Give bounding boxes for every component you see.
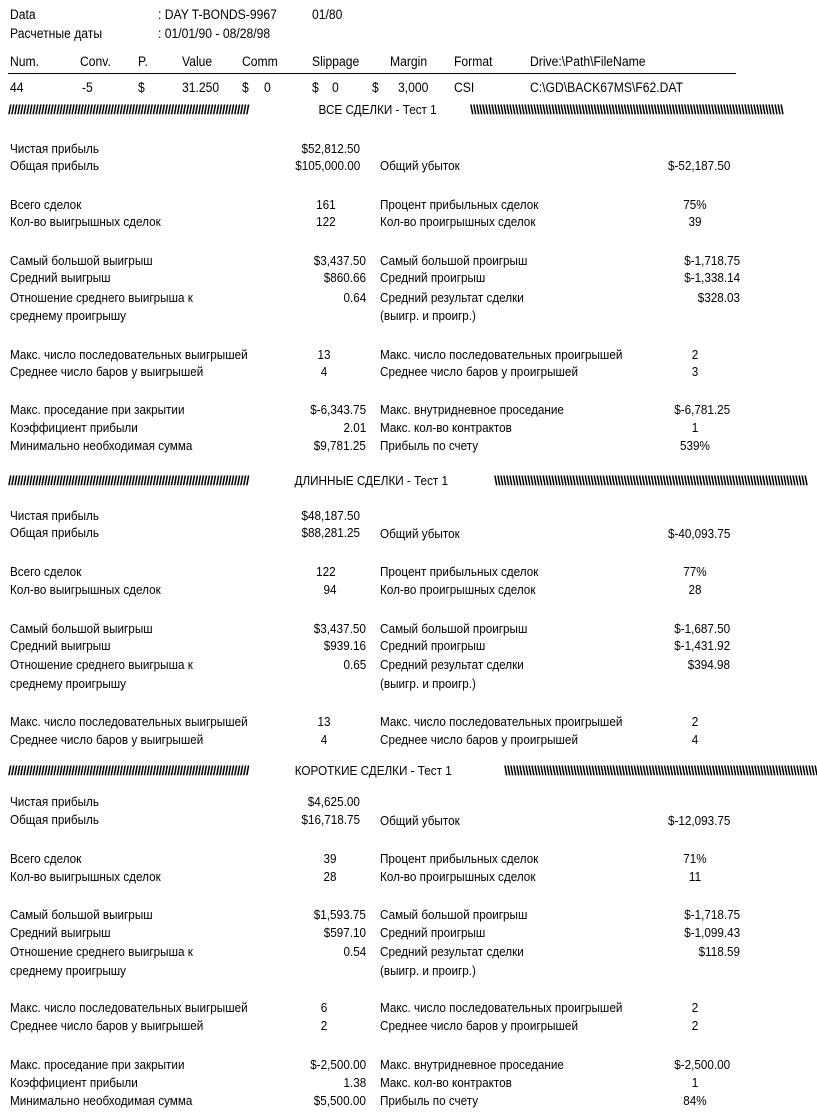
max-dd-close-label: Макс. проседание при закрытии [10, 402, 185, 417]
total-trades-value: 161 [316, 197, 336, 212]
col-path: Drive:\Path\FileName [530, 54, 646, 69]
avg-bars-win-label: Среднее число баров у выигрышей [10, 364, 204, 379]
section-banner-short: //////////////////////////////////////////////////////////////////////////////// КОРОТКИЕ СДЕЛКИ - Тест 1 \\\\\\\\\\\\\\\\\\\\\\\\\\\\\\\\\\\\\\\\\\\\\\\\\\\\\\\\\\\\\\\\\\\\\\\\\\\\\\\\\\\\\\\\\\\\\\\\\\\\\\\\ [8, 763, 817, 778]
max-consec-loss-value: 2 [691, 714, 699, 729]
losing-label: Кол-во проигрышных сделок [380, 214, 536, 229]
net-label: Чистая прибыль [10, 508, 99, 523]
col-p: P. [138, 54, 148, 69]
avg-bars-loss-label: Среднее число баров у проигрышей [380, 1018, 578, 1033]
section-title-long: ДЛИННЫЕ СДЕЛКИ - Тест 1 [294, 473, 449, 488]
val-slippage: 0 [332, 80, 339, 95]
avg-trade-label-1: Средний результат сделки [380, 657, 524, 672]
avg-bars-loss-value: 4 [691, 732, 699, 747]
max-consec-win-value: 13 [317, 347, 331, 362]
avg-bars-win-value: 4 [320, 364, 328, 379]
net-value: $52,812.50 [301, 141, 360, 156]
col-slippage: Slippage [312, 54, 360, 69]
avg-bars-win-label: Среднее число баров у выигрышей [10, 1018, 204, 1033]
max-dd-intraday-value: $-6,781.25 [674, 402, 730, 417]
min-account-value: $9,781.25 [313, 438, 366, 453]
avg-trade-value: $394.98 [687, 657, 730, 672]
ratio-label-2: среднему проигрышу [10, 676, 126, 691]
val-comm: 0 [264, 80, 271, 95]
section-title-all: ВСЕ СДЕЛКИ - Тест 1 [318, 102, 437, 117]
winning-label: Кол-во выигрышных сделок [10, 214, 161, 229]
val-comm-sign: $ [242, 80, 249, 95]
val-path: C:\GD\BACK67MS\F62.DAT [530, 80, 684, 95]
avg-win-label: Средний выигрыш [10, 925, 111, 940]
max-dd-intraday-value: $-2,500.00 [674, 1057, 730, 1072]
col-comm: Comm [242, 54, 278, 69]
header-rule [8, 73, 736, 74]
net-value: $48,187.50 [301, 508, 360, 523]
ratio-label-1: Отношение среднего выигрыша к [10, 290, 193, 305]
val-conv: -5 [82, 80, 93, 95]
return-value: 84% [683, 1093, 707, 1108]
max-consec-loss-label: Макс. число последовательных проигрышей [380, 347, 623, 362]
avg-loss-label: Средний проигрыш [380, 638, 486, 653]
max-dd-close-value: $-6,343.75 [310, 402, 366, 417]
avg-trade-label-1: Средний результат сделки [380, 290, 524, 305]
min-account-label: Минимально необходимая сумма [10, 438, 193, 453]
profit-factor-label: Коэффициент прибыли [10, 1075, 138, 1090]
total-trades-label: Всего сделок [10, 851, 82, 866]
profit-factor-value: 1.38 [343, 1075, 366, 1090]
max-contracts-label: Макс. кол-во контрактов [380, 420, 512, 435]
section-title-short: КОРОТКИЕ СДЕЛКИ - Тест 1 [294, 763, 452, 778]
winning-label: Кол-во выигрышных сделок [10, 869, 161, 884]
gross-profit-value: $105,000.00 [294, 158, 360, 173]
losing-value: 11 [688, 869, 702, 884]
col-num: Num. [10, 54, 40, 69]
avg-bars-win-label: Среднее число баров у выигрышей [10, 732, 204, 747]
max-contracts-label: Макс. кол-во контрактов [380, 1075, 512, 1090]
col-margin: Margin [390, 54, 428, 69]
avg-bars-loss-value: 2 [691, 1018, 699, 1033]
net-label: Чистая прибыль [10, 794, 99, 809]
pct-profitable-value: 75% [683, 197, 707, 212]
profit-factor-value: 2.01 [343, 420, 366, 435]
val-p: $ [138, 80, 145, 95]
winning-label: Кол-во выигрышных сделок [10, 582, 161, 597]
return-label: Прибыль по счету [380, 1093, 479, 1108]
max-dd-close-label: Макс. проседание при закрытии [10, 1057, 185, 1072]
gross-loss-value: $-40,093.75 [667, 526, 730, 541]
avg-trade-value: $118.59 [698, 944, 740, 959]
total-trades-label: Всего сделок [10, 564, 82, 579]
val-margin-sign: $ [372, 80, 379, 95]
profit-factor-label: Коэффициент прибыли [10, 420, 138, 435]
ratio-value: 0.64 [343, 290, 366, 305]
total-trades-value: 39 [322, 851, 336, 866]
max-dd-close-value: $-2,500.00 [310, 1057, 366, 1072]
pct-profitable-value: 71% [683, 851, 707, 866]
largest-loss-label: Самый большой проигрыш [380, 253, 528, 268]
data-label: Data [10, 7, 36, 22]
net-value: $4,625.00 [307, 794, 360, 809]
max-consec-win-label: Макс. число последовательных выигрышей [10, 1000, 248, 1015]
max-consec-loss-value: 2 [691, 1000, 699, 1015]
avg-bars-win-value: 2 [320, 1018, 328, 1033]
val-margin: 3,000 [398, 80, 429, 95]
max-dd-intraday-label: Макс. внутридневное проседание [380, 1057, 564, 1072]
avg-trade-label-2: (выигр. и проигр.) [380, 963, 476, 978]
ratio-value: 0.65 [343, 657, 366, 672]
avg-win-value: $860.66 [323, 270, 366, 285]
col-value: Value [182, 54, 213, 69]
pct-profitable-label: Процент прибыльных сделок [380, 197, 539, 212]
max-consec-win-label: Макс. число последовательных выигрышей [10, 714, 248, 729]
losing-label: Кол-во проигрышных сделок [380, 869, 536, 884]
winning-value: 94 [322, 582, 336, 597]
section-banner-all: //////////////////////////////////////////////////////////////////////////////// ВСЕ СДЕЛКИ - Тест 1 \\\\\\\\\\\\\\\\\\\\\\\\\\\\\\\\\\\\\\\\\\\\\\\\\\\\\\\\\\\\\\\\\\\\\\\\\\\\\\\\\\\\\\\\\\\\\\\\\\\\\\\\ [8, 102, 784, 117]
val-value: 31.250 [182, 80, 220, 95]
max-dd-intraday-label: Макс. внутридневное проседание [380, 402, 564, 417]
col-conv: Conv. [80, 54, 111, 69]
avg-bars-loss-label: Среднее число баров у проигрышей [380, 364, 578, 379]
val-num: 44 [10, 80, 24, 95]
max-consec-loss-label: Макс. число последовательных проигрышей [380, 714, 623, 729]
return-label: Прибыль по счету [380, 438, 479, 453]
data-value: : DAY T-BONDS-9967 [158, 7, 277, 22]
losing-label: Кол-во проигрышных сделок [380, 582, 536, 597]
avg-loss-label: Средний проигрыш [380, 925, 486, 940]
largest-loss-value: $-1,687.50 [674, 621, 730, 636]
avg-trade-value: $328.03 [697, 290, 740, 305]
largest-loss-value: $-1,718.75 [684, 253, 740, 268]
val-format: CSI [454, 80, 475, 95]
max-consec-win-label: Макс. число последовательных выигрышей [10, 347, 248, 362]
val-slippage-sign: $ [312, 80, 319, 95]
avg-bars-loss-value: 3 [691, 364, 699, 379]
ratio-label-2: среднему проигрышу [10, 963, 126, 978]
avg-bars-win-value: 4 [320, 732, 328, 747]
avg-trade-label-2: (выигр. и проигр.) [380, 308, 476, 323]
gross-loss-value: $-12,093.75 [667, 813, 730, 828]
avg-win-value: $597.10 [323, 925, 366, 940]
col-format: Format [454, 54, 493, 69]
winning-value: 28 [322, 869, 336, 884]
avg-loss-value: $-1,338.14 [684, 270, 740, 285]
dates-value: : 01/01/90 - 08/28/98 [158, 26, 271, 41]
gross-loss-label: Общий убыток [380, 526, 460, 541]
largest-win-label: Самый большой выигрыш [10, 907, 153, 922]
largest-loss-label: Самый большой проигрыш [380, 621, 528, 636]
avg-loss-value: $-1,099.43 [684, 925, 740, 940]
avg-loss-label: Средний проигрыш [380, 270, 486, 285]
section-banner-long: //////////////////////////////////////////////////////////////////////////////// ДЛИННЫЕ СДЕЛКИ - Тест 1 \\\\\\\\\\\\\\\\\\\\\\\\\\\\\\\\\\\\\\\\\\\\\\\\\\\\\\\\\\\\\\\\\\\\\\\\\\\\\\\\\\\\\\\\\\\\\\\\\\\\\\\\ [8, 473, 808, 488]
gross-profit-value: $88,281.25 [301, 525, 360, 540]
largest-win-label: Самый большой выигрыш [10, 253, 153, 268]
losing-value: 28 [688, 582, 702, 597]
avg-win-label: Средний выигрыш [10, 638, 111, 653]
ratio-label-1: Отношение среднего выигрыша к [10, 657, 193, 672]
max-contracts-value: 1 [691, 420, 699, 435]
avg-trade-label-2: (выигр. и проигр.) [380, 676, 476, 691]
largest-win-value: $3,437.50 [313, 253, 366, 268]
largest-win-label: Самый большой выигрыш [10, 621, 153, 636]
ratio-label-2: среднему проигрышу [10, 308, 126, 323]
avg-win-label: Средний выигрыш [10, 270, 111, 285]
ratio-label-1: Отношение среднего выигрыша к [10, 944, 193, 959]
gross-profit-value: $16,718.75 [301, 812, 360, 827]
avg-bars-loss-label: Среднее число баров у проигрышей [380, 732, 578, 747]
losing-value: 39 [688, 214, 702, 229]
max-consec-loss-label: Макс. число последовательных проигрышей [380, 1000, 623, 1015]
pct-profitable-label: Процент прибыльных сделок [380, 564, 539, 579]
net-label: Чистая прибыль [10, 141, 99, 156]
gross-loss-label: Общий убыток [380, 158, 460, 173]
gross-profit-label: Общая прибыль [10, 158, 99, 173]
min-account-value: $5,500.00 [313, 1093, 366, 1108]
max-consec-win-value: 13 [317, 714, 331, 729]
total-trades-value: 122 [316, 564, 336, 579]
gross-profit-label: Общая прибыль [10, 812, 99, 827]
dates-label: Расчетные даты [10, 26, 103, 41]
max-consec-loss-value: 2 [691, 347, 699, 362]
return-value: 539% [680, 438, 710, 453]
largest-loss-label: Самый большой проигрыш [380, 907, 528, 922]
ratio-value: 0.54 [343, 944, 366, 959]
total-trades-label: Всего сделок [10, 197, 82, 212]
largest-win-value: $3,437.50 [313, 621, 366, 636]
gross-profit-label: Общая прибыль [10, 525, 99, 540]
avg-trade-label-1: Средний результат сделки [380, 944, 524, 959]
pct-profitable-value: 77% [683, 564, 707, 579]
max-contracts-value: 1 [691, 1075, 699, 1090]
avg-win-value: $939.16 [323, 638, 366, 653]
pct-profitable-label: Процент прибыльных сделок [380, 851, 539, 866]
gross-loss-value: $-52,187.50 [667, 158, 730, 173]
winning-value: 122 [316, 214, 336, 229]
largest-win-value: $1,593.75 [313, 907, 366, 922]
max-consec-win-value: 6 [320, 1000, 328, 1015]
gross-loss-label: Общий убыток [380, 813, 460, 828]
largest-loss-value: $-1,718.75 [684, 907, 740, 922]
data-code: 01/80 [312, 7, 343, 22]
min-account-label: Минимально необходимая сумма [10, 1093, 193, 1108]
avg-loss-value: $-1,431.92 [674, 638, 730, 653]
